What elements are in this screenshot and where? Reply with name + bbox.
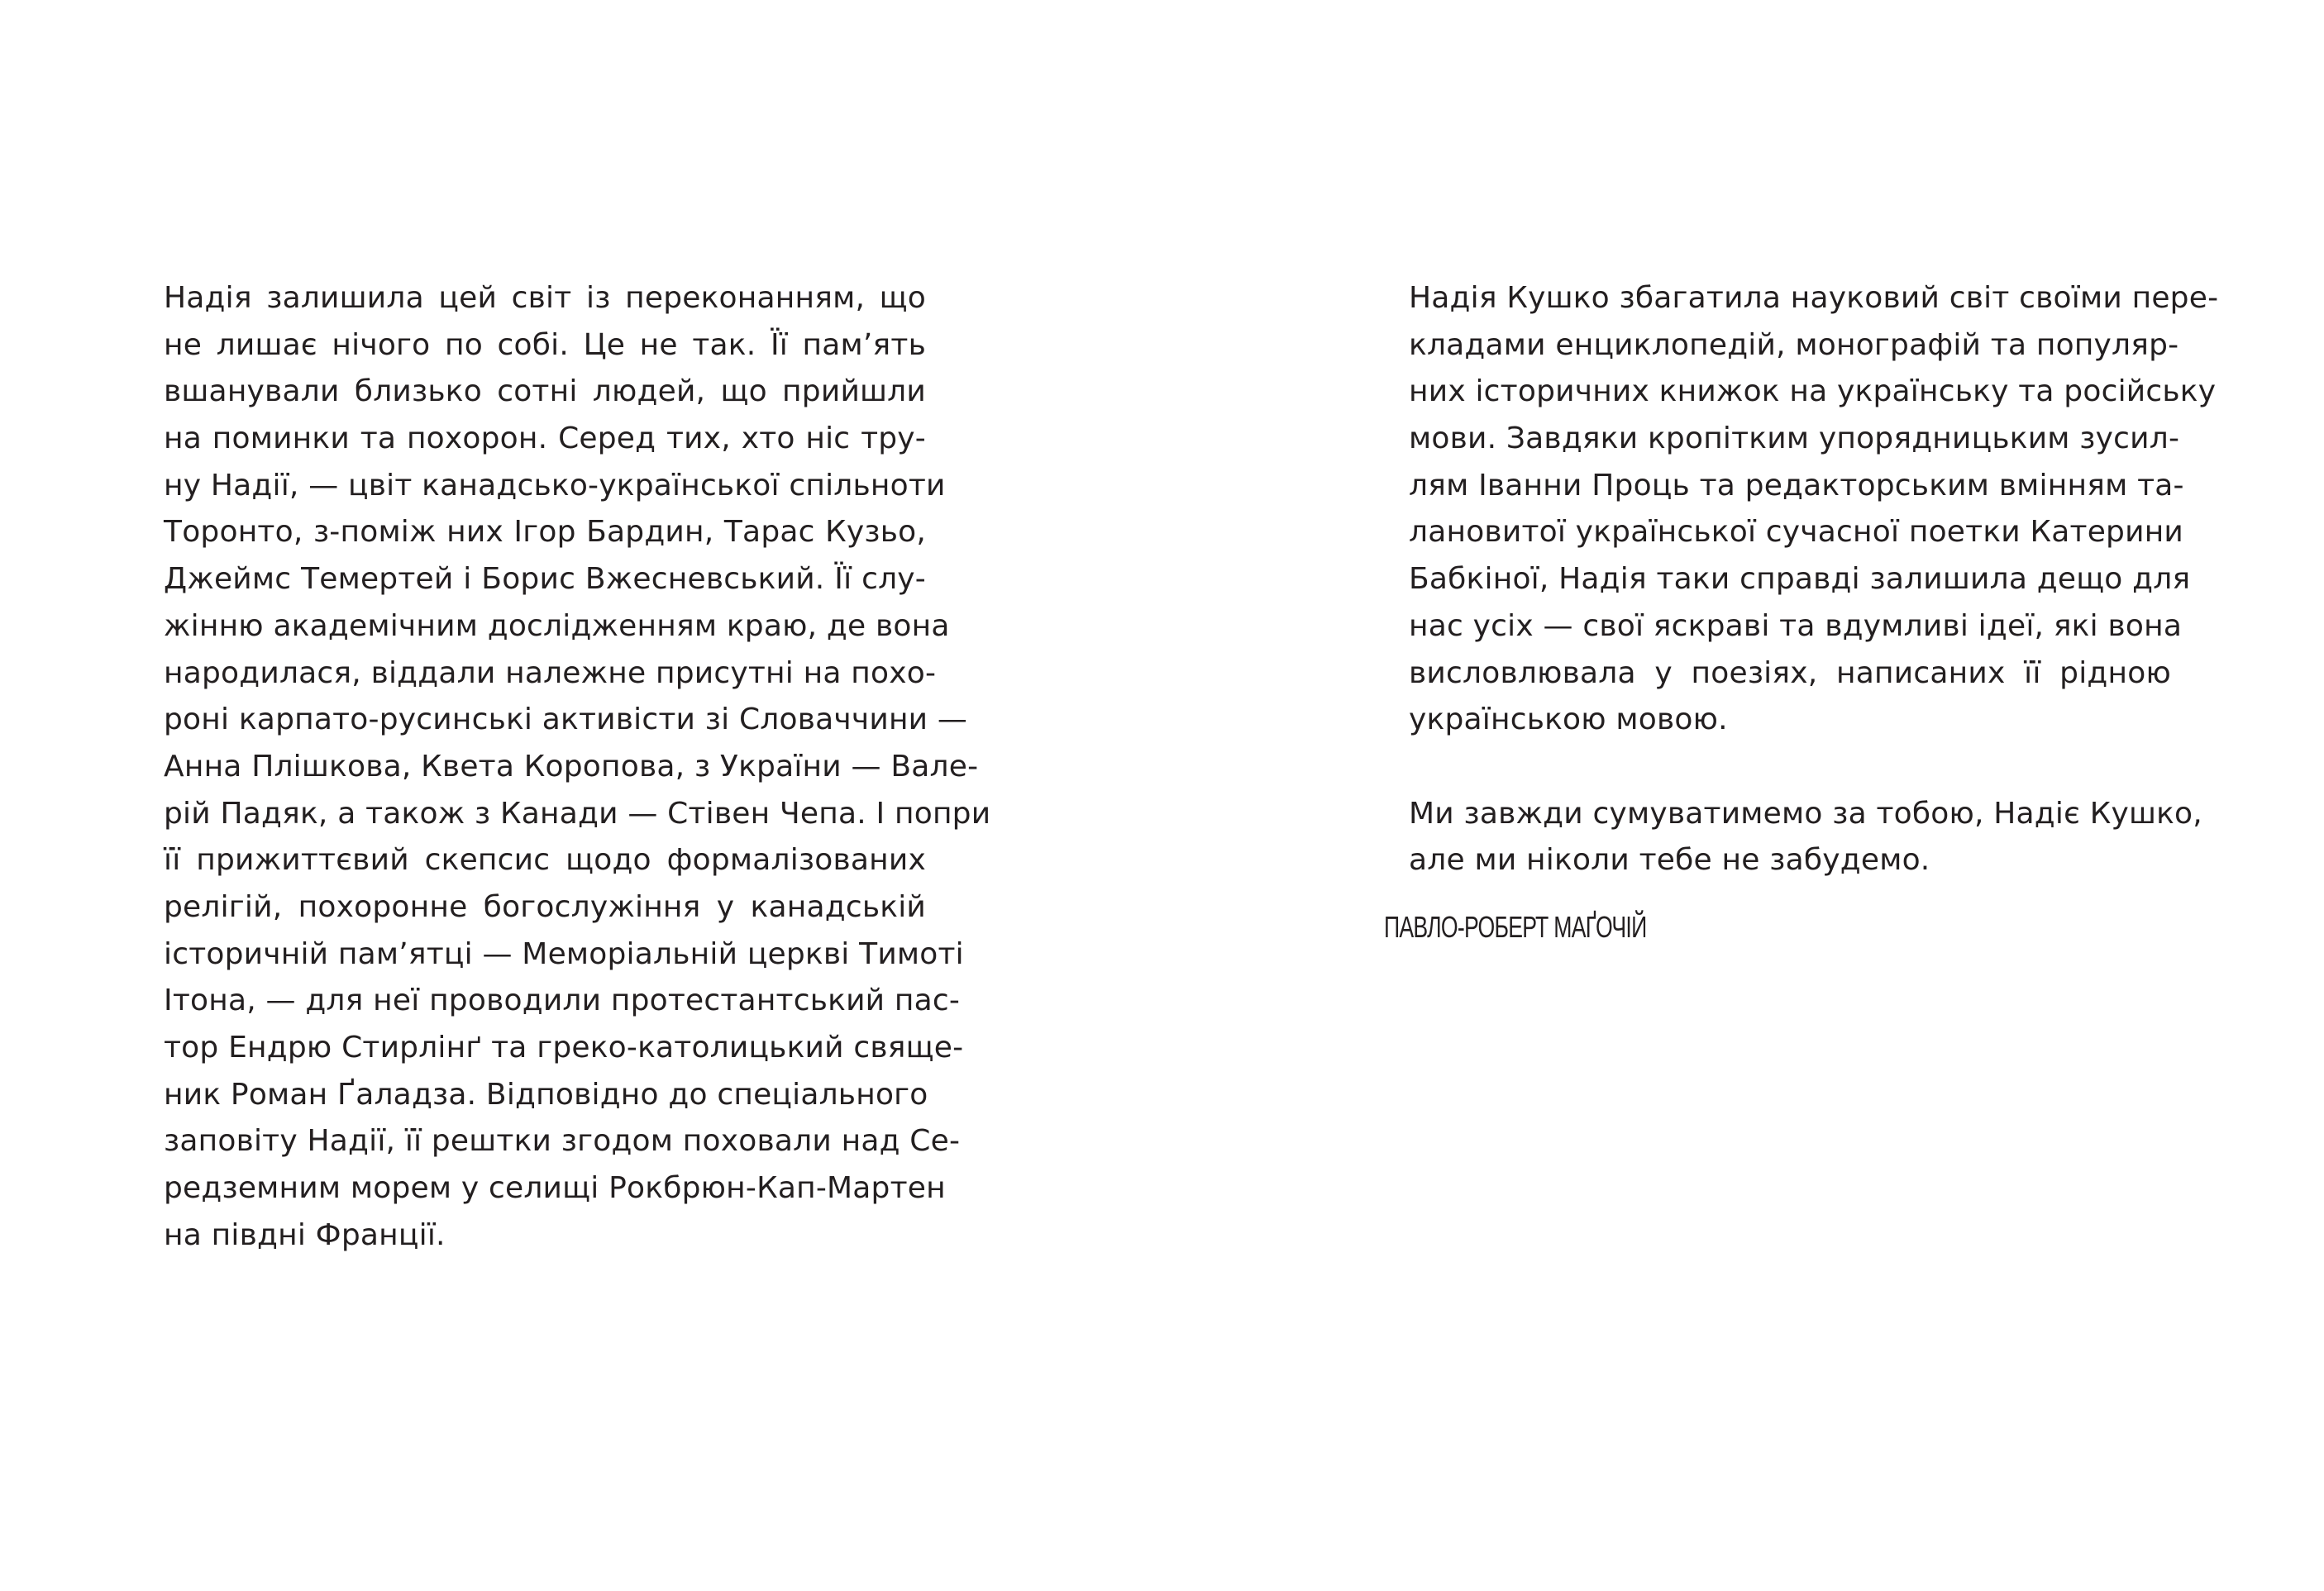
- text-line: її прижиттєвий скепсис щодо формалізованих: [164, 843, 926, 878]
- paragraph-gap: [1409, 744, 2171, 791]
- text-line: кладами енциклопедій, монографій та популяр-: [1409, 327, 2179, 362]
- text-line: історичній пам’ятці — Меморіальній церкві Тимоті: [164, 936, 964, 971]
- text-line: Надія залишила цей світ із переконанням, що: [164, 281, 926, 315]
- text-line: Бабкіної, Надія таки справді залишила дещо для: [1409, 562, 2191, 597]
- text-line: мови. Завдяки кропітким упорядницьким зусил-: [1409, 422, 2180, 456]
- text-line: Ми завжди сумуватимемо за тобою, Надіє Кушко,: [1409, 796, 2202, 831]
- text-line: релігій, похоронне богослужіння у канадській: [164, 889, 926, 924]
- text-line: рій Падяк, а також з Канади — Стівен Чепа. І попри: [164, 796, 991, 831]
- text-line: тор Ендрю Стирлінґ та греко-католицький свяще-: [164, 1031, 964, 1065]
- text-line: них історичних книжок на українську та російську: [1409, 374, 2217, 409]
- text-line: висловлювала у поезіях, написаних її рідною: [1409, 655, 2171, 690]
- text-line: на півдні Франції.: [164, 1217, 446, 1252]
- text-line: лановитої української сучасної поетки Катерини: [1409, 515, 2184, 550]
- text-line: роні карпато-русинські активісти зі Словаччини —: [164, 703, 968, 737]
- text-line: жінню академічним дослідженням краю, де вона: [164, 608, 950, 643]
- text-line: лям Іванни Проць та редакторським вмінням та-: [1409, 468, 2184, 503]
- text-line: українською мовою.: [1409, 703, 1728, 737]
- left-paragraph: [164, 275, 991, 1259]
- text-line: але ми ніколи тебе не забудемо.: [1409, 843, 1930, 878]
- text-line: Ітона, — для неї проводили протестантський пас-: [164, 984, 961, 1018]
- text-line: на поминки та похорон. Серед тих, хто ніс тру-: [164, 422, 926, 456]
- text-line: вшанували близько сотні людей, що прийшли: [164, 374, 926, 409]
- text-line: заповіту Надії, її рештки згодом поховали над Се-: [164, 1124, 961, 1159]
- author-signature: ПАВЛО-РОБЕРТ МАҐОЧІЙ: [1384, 909, 1647, 944]
- text-line: народилася, віддали належне присутні на похо-: [164, 655, 937, 690]
- text-line: не лишає нічого по собі. Це не так. Її пам’ять: [164, 327, 926, 362]
- text-line: Джеймс Темертей і Борис Вжесневський. Її слу-: [164, 562, 926, 597]
- text-line: Торонто, з-поміж них Ігор Бардин, Тарас Кузьо,: [164, 515, 926, 550]
- text-line: нас усіх — свої яскраві та вдумливі ідеї, які вона: [1409, 608, 2183, 643]
- right-paragraph-2: [1409, 791, 2202, 884]
- left-page: [164, 275, 991, 1259]
- text-line: ник Роман Ґаладза. Відповідно до спеціального: [164, 1077, 928, 1112]
- text-line: Анна Плішкова, Квета Коропова, з України — Вале-: [164, 749, 979, 784]
- text-line: ну Надії, — цвіт канадсько-української спільноти: [164, 468, 946, 503]
- right-page: [1384, 275, 2219, 950]
- text-line: редземним морем у селищі Рокбрюн-Кап-Мартен: [164, 1171, 946, 1206]
- right-paragraph-1: [1409, 275, 2219, 744]
- text-line: Надія Кушко збагатила науковий світ своїми пере-: [1409, 281, 2219, 315]
